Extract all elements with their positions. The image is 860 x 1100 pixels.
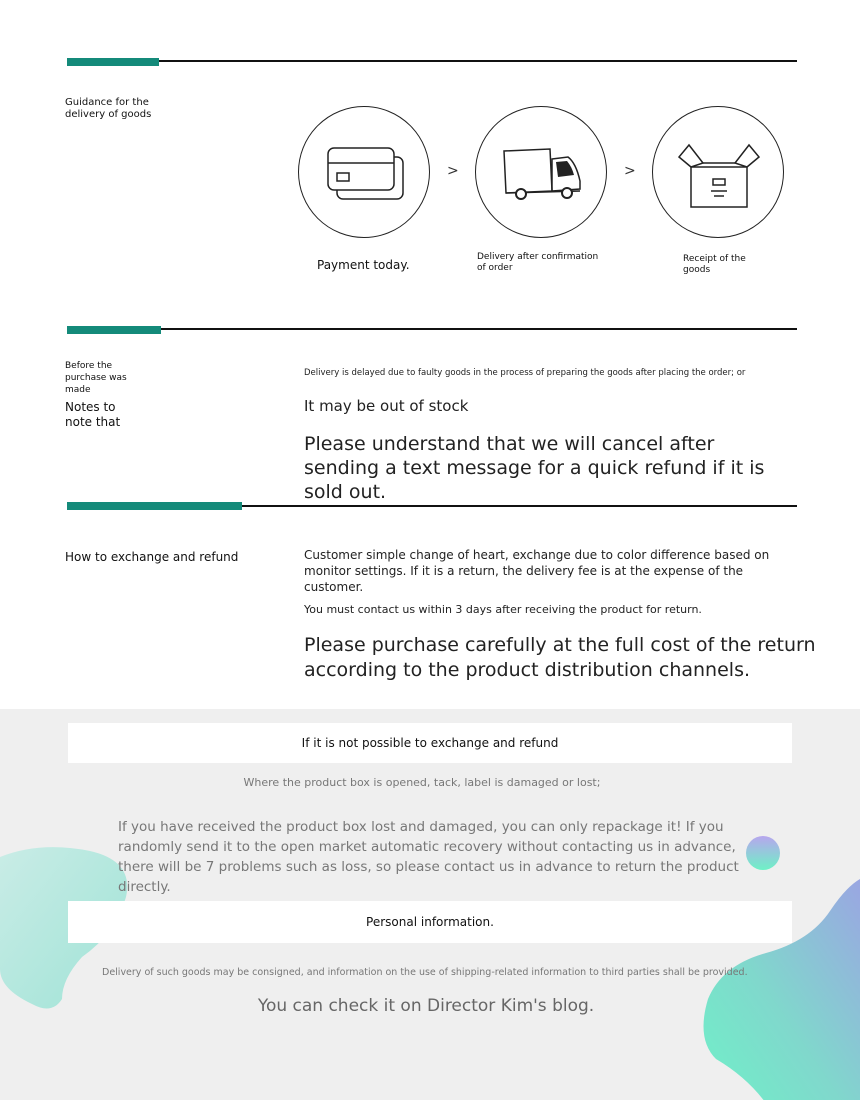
notes-line-2: It may be out of stock	[304, 397, 469, 415]
section-accent-exchange	[67, 502, 242, 510]
delivery-truck-icon	[476, 107, 608, 239]
notes-title-large: Notes to note that	[65, 400, 121, 429]
step-caption-payment: Payment today.	[317, 258, 410, 272]
open-box-icon	[653, 107, 785, 239]
personal-line-2: You can check it on Director Kim's blog.	[257, 996, 595, 1016]
section-accent-notes	[67, 326, 161, 334]
exchange-line-3: Please purchase carefully at the full cost of the return according to the product distribution channels.	[304, 634, 816, 681]
no-exchange-line-1: Where the product box is opened, tack, label is damaged or lost;	[243, 776, 601, 789]
exchange-line-1: Customer simple change of heart, exchange due to color difference based on monitor settings. If it is a return, the delivery fee is at the expense of the customer.	[304, 548, 770, 594]
decorative-dot	[745, 835, 781, 871]
notes-title-small: Before the purchase was made	[65, 361, 127, 395]
no-exchange-line-2: If you have received the product box lost and damaged, you can only repackage it! If you randomly send it to the open market automatic recovery without contacting us in advance, there will be 7 problems such as loss, so please contact us in advance to return the product directly.	[118, 819, 739, 895]
no-exchange-heading: If it is not possible to exchange and refund	[301, 736, 559, 750]
personal-line-1: Delivery of such goods may be consigned, and information on the use of shipping-related information to third parties shall be provided.	[102, 967, 748, 978]
notice-area	[0, 709, 860, 1100]
exchange-line-2: You must contact us within 3 days after receiving the product for return.	[304, 603, 702, 616]
step-arrow-1: >	[447, 163, 459, 179]
step-caption-receipt: Receipt of the goods	[683, 254, 746, 275]
step-receipt-circle	[652, 106, 784, 238]
notes-line-3: Please understand that we will cancel after sending a text message for a quick refund if it is sold out.	[304, 433, 765, 503]
no-exchange-heading-panel	[68, 723, 792, 763]
credit-card-icon	[299, 107, 431, 239]
delivery-guidance-title: Guidance for the delivery of goods	[65, 97, 152, 120]
step-delivery-circle	[475, 106, 607, 238]
section-accent-delivery	[67, 58, 159, 66]
exchange-title: How to exchange and refund	[65, 550, 239, 564]
step-payment-circle	[298, 106, 430, 238]
section-divider-delivery	[67, 60, 797, 62]
section-divider-notes	[67, 328, 797, 330]
step-arrow-2: >	[624, 163, 636, 179]
notes-line-1: Delivery is delayed due to faulty goods in the process of preparing the goods after placing the order; or	[304, 368, 746, 378]
personal-heading: Personal information.	[366, 915, 494, 929]
step-caption-delivery: Delivery after confirmation of order	[477, 252, 599, 273]
personal-heading-panel	[68, 901, 792, 943]
